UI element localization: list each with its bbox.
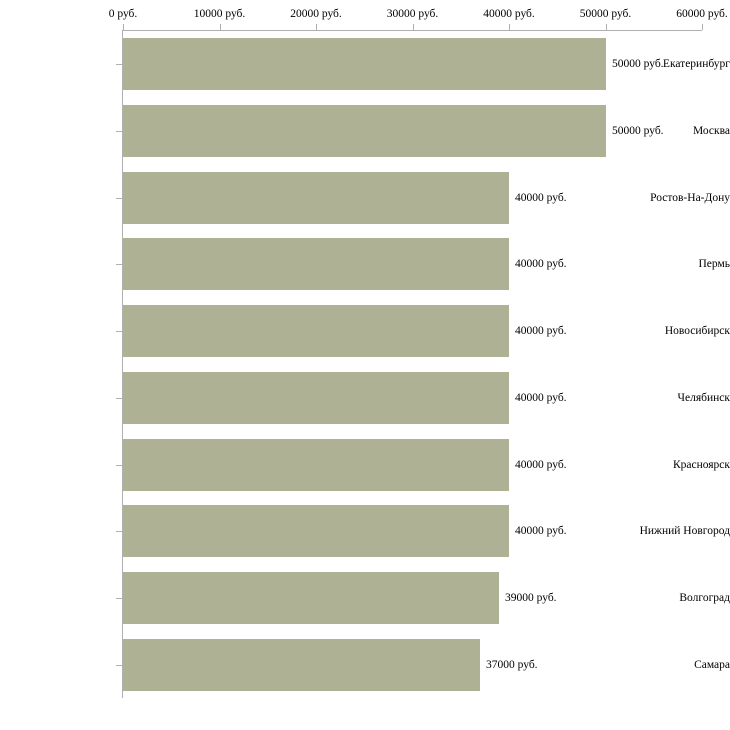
bar-value-label: 40000 руб.	[515, 258, 567, 270]
x-tick-mark	[220, 24, 221, 30]
x-tick-label: 0 руб.	[108, 8, 138, 20]
bar[interactable]	[123, 372, 509, 424]
bar[interactable]	[123, 38, 606, 90]
x-tick-mark	[606, 24, 607, 30]
y-tick-mark	[116, 398, 122, 399]
category-label: Челябинск	[677, 392, 730, 404]
x-tick-label: 60000 руб.	[676, 8, 728, 20]
x-tick-mark	[413, 24, 414, 30]
bar-value-label: 50000 руб.	[612, 125, 664, 137]
bar-value-label: 40000 руб.	[515, 525, 567, 537]
bar-value-label: 40000 руб.	[515, 459, 567, 471]
x-tick-mark	[316, 24, 317, 30]
bar[interactable]	[123, 305, 509, 357]
category-label: Ростов-На-Дону	[650, 192, 730, 204]
bar-value-label: 39000 руб.	[505, 592, 557, 604]
category-label: Волгоград	[679, 592, 730, 604]
category-label: Самара	[694, 659, 730, 671]
y-tick-mark	[116, 531, 122, 532]
y-tick-mark	[116, 665, 122, 666]
bar[interactable]	[123, 639, 480, 691]
y-tick-mark	[116, 465, 122, 466]
category-label: Красноярск	[672, 459, 730, 471]
bar-value-label: 40000 руб.	[515, 325, 567, 337]
bar[interactable]	[123, 172, 509, 224]
y-tick-mark	[116, 131, 122, 132]
x-tick-label: 30000 руб.	[386, 8, 439, 20]
bar[interactable]	[123, 105, 606, 157]
bar[interactable]	[123, 439, 509, 491]
x-tick-label: 20000 руб.	[290, 8, 342, 20]
y-tick-mark	[116, 64, 122, 65]
x-tick-mark	[702, 24, 703, 30]
y-tick-mark	[116, 264, 122, 265]
y-tick-mark	[116, 331, 122, 332]
bar-value-label: 40000 руб.	[515, 392, 567, 404]
bar-value-label: 40000 руб.	[515, 192, 567, 204]
category-label: Новосибирск	[664, 325, 730, 337]
bar-value-label: 50000 руб.	[612, 58, 664, 70]
x-tick-mark	[123, 24, 124, 30]
bar-value-label: 37000 руб.	[486, 659, 538, 671]
x-tick-mark	[509, 24, 510, 30]
category-label: Пермь	[698, 258, 730, 270]
category-label: Москва	[692, 125, 730, 137]
x-tick-label: 50000 руб.	[579, 8, 632, 20]
bar[interactable]	[123, 238, 509, 290]
x-tick-label: 10000 руб.	[193, 8, 246, 20]
bar[interactable]	[123, 505, 509, 557]
category-label: Нижний Новгород	[639, 525, 730, 537]
bar[interactable]	[123, 572, 499, 624]
x-axis-line	[122, 30, 702, 31]
x-tick-label: 40000 руб.	[483, 8, 535, 20]
y-tick-mark	[116, 198, 122, 199]
category-label: Екатеринбург	[662, 58, 730, 70]
y-tick-mark	[116, 598, 122, 599]
